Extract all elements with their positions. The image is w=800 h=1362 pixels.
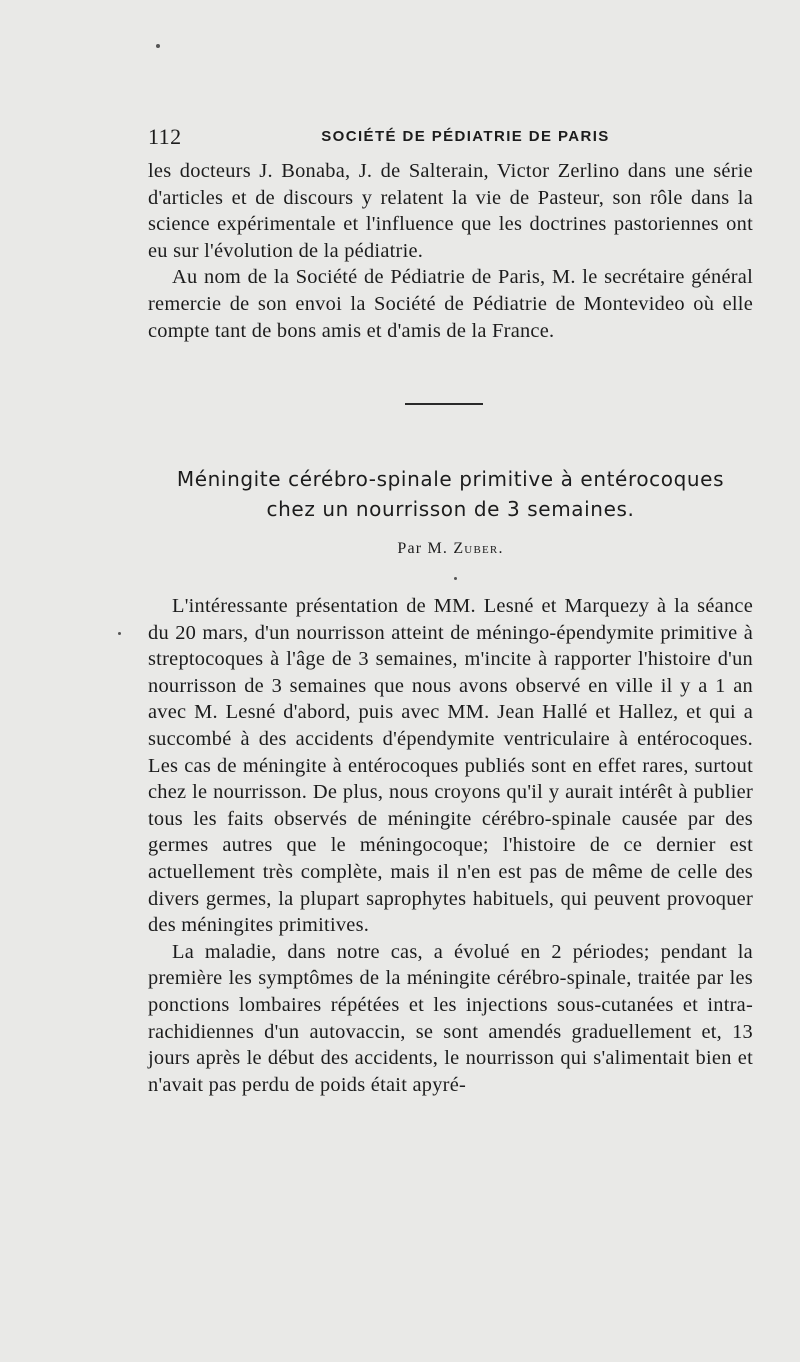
article-title-line-1: Méningite cérébro-spinale primitive à entérocoques [176, 467, 725, 491]
journal-title: SOCIÉTÉ DE PÉDIATRIE DE PARIS [321, 128, 610, 145]
intro-text-block [148, 158, 753, 344]
scan-speck [118, 632, 121, 635]
article-byline [148, 540, 753, 558]
scan-speck [454, 577, 457, 580]
article-text-block [148, 593, 753, 1098]
section-separator-rule [405, 403, 483, 405]
byline-author: Zuber. [453, 540, 504, 557]
page-number: 112 [148, 124, 182, 149]
article-title [148, 464, 753, 524]
scan-speck [156, 44, 160, 48]
article-paragraph-2: La maladie, dans notre cas, a évolué en 2 périodes; pendant la première les symptômes de la méningite cérébro-spinale, traitée par les ponctions lombaires répétées et les injections sous-cutanées et intra-rachidiennes d'un autovaccin, se sont amendés graduellement et, 13 jours après le début des accidents, le nourrisson qui s'alimentait bien et n'avait pas perdu de poids était apyré- [148, 940, 753, 1096]
article-title-line-2: chez un nourrisson de 3 semaines. [266, 497, 635, 521]
intro-paragraph-1: les docteurs J. Bonaba, J. de Salterain, Victor Zerlino dans une série d'articles et de discours y relatent la vie de Pasteur, son rôle dans la science expérimentale et l'influence que les doctrines pastoriennes ont eu sur l'évolution de la pédiatrie. [148, 160, 753, 262]
byline-prefix: Par M. [397, 540, 449, 557]
running-head [148, 124, 753, 148]
article-paragraph-1: L'intéressante présentation de MM. Lesné et Marquezy à la séance du 20 mars, d'un nourrisson atteint de méningo-épendymite primitive à streptocoques à l'âge de 3 semaines, m'incite à rapporter l'histoire d'un nourrisson de 3 semaines que nous avons observé en ville il y a 1 an avec M. Lesné d'abord, puis avec MM. Jean Hallé et Hallez, et qui a succombé à des accidents d'épendymite ventriculaire à entérocoques. Les cas de méningite à entérocoques publiés sont en effet rares, surtout chez le nourrisson. De plus, nous croyons qu'il y aurait intérêt à publier tous les faits observés de méningite cérébro-spinale causée par des germes autres que le méningocoque; l'histoire de ce dernier est actuellement très complète, mais il n'en est pas de même de celle des divers germes, la plupart saprophytes habituels, qui peuvent provoquer des méningites primitives. [148, 595, 753, 937]
intro-paragraph-2: Au nom de la Société de Pédiatrie de Paris, M. le secrétaire général remercie de son envoi la Société de Pédiatrie de Montevideo où elle compte tant de bons amis et d'amis de la France. [148, 266, 753, 342]
